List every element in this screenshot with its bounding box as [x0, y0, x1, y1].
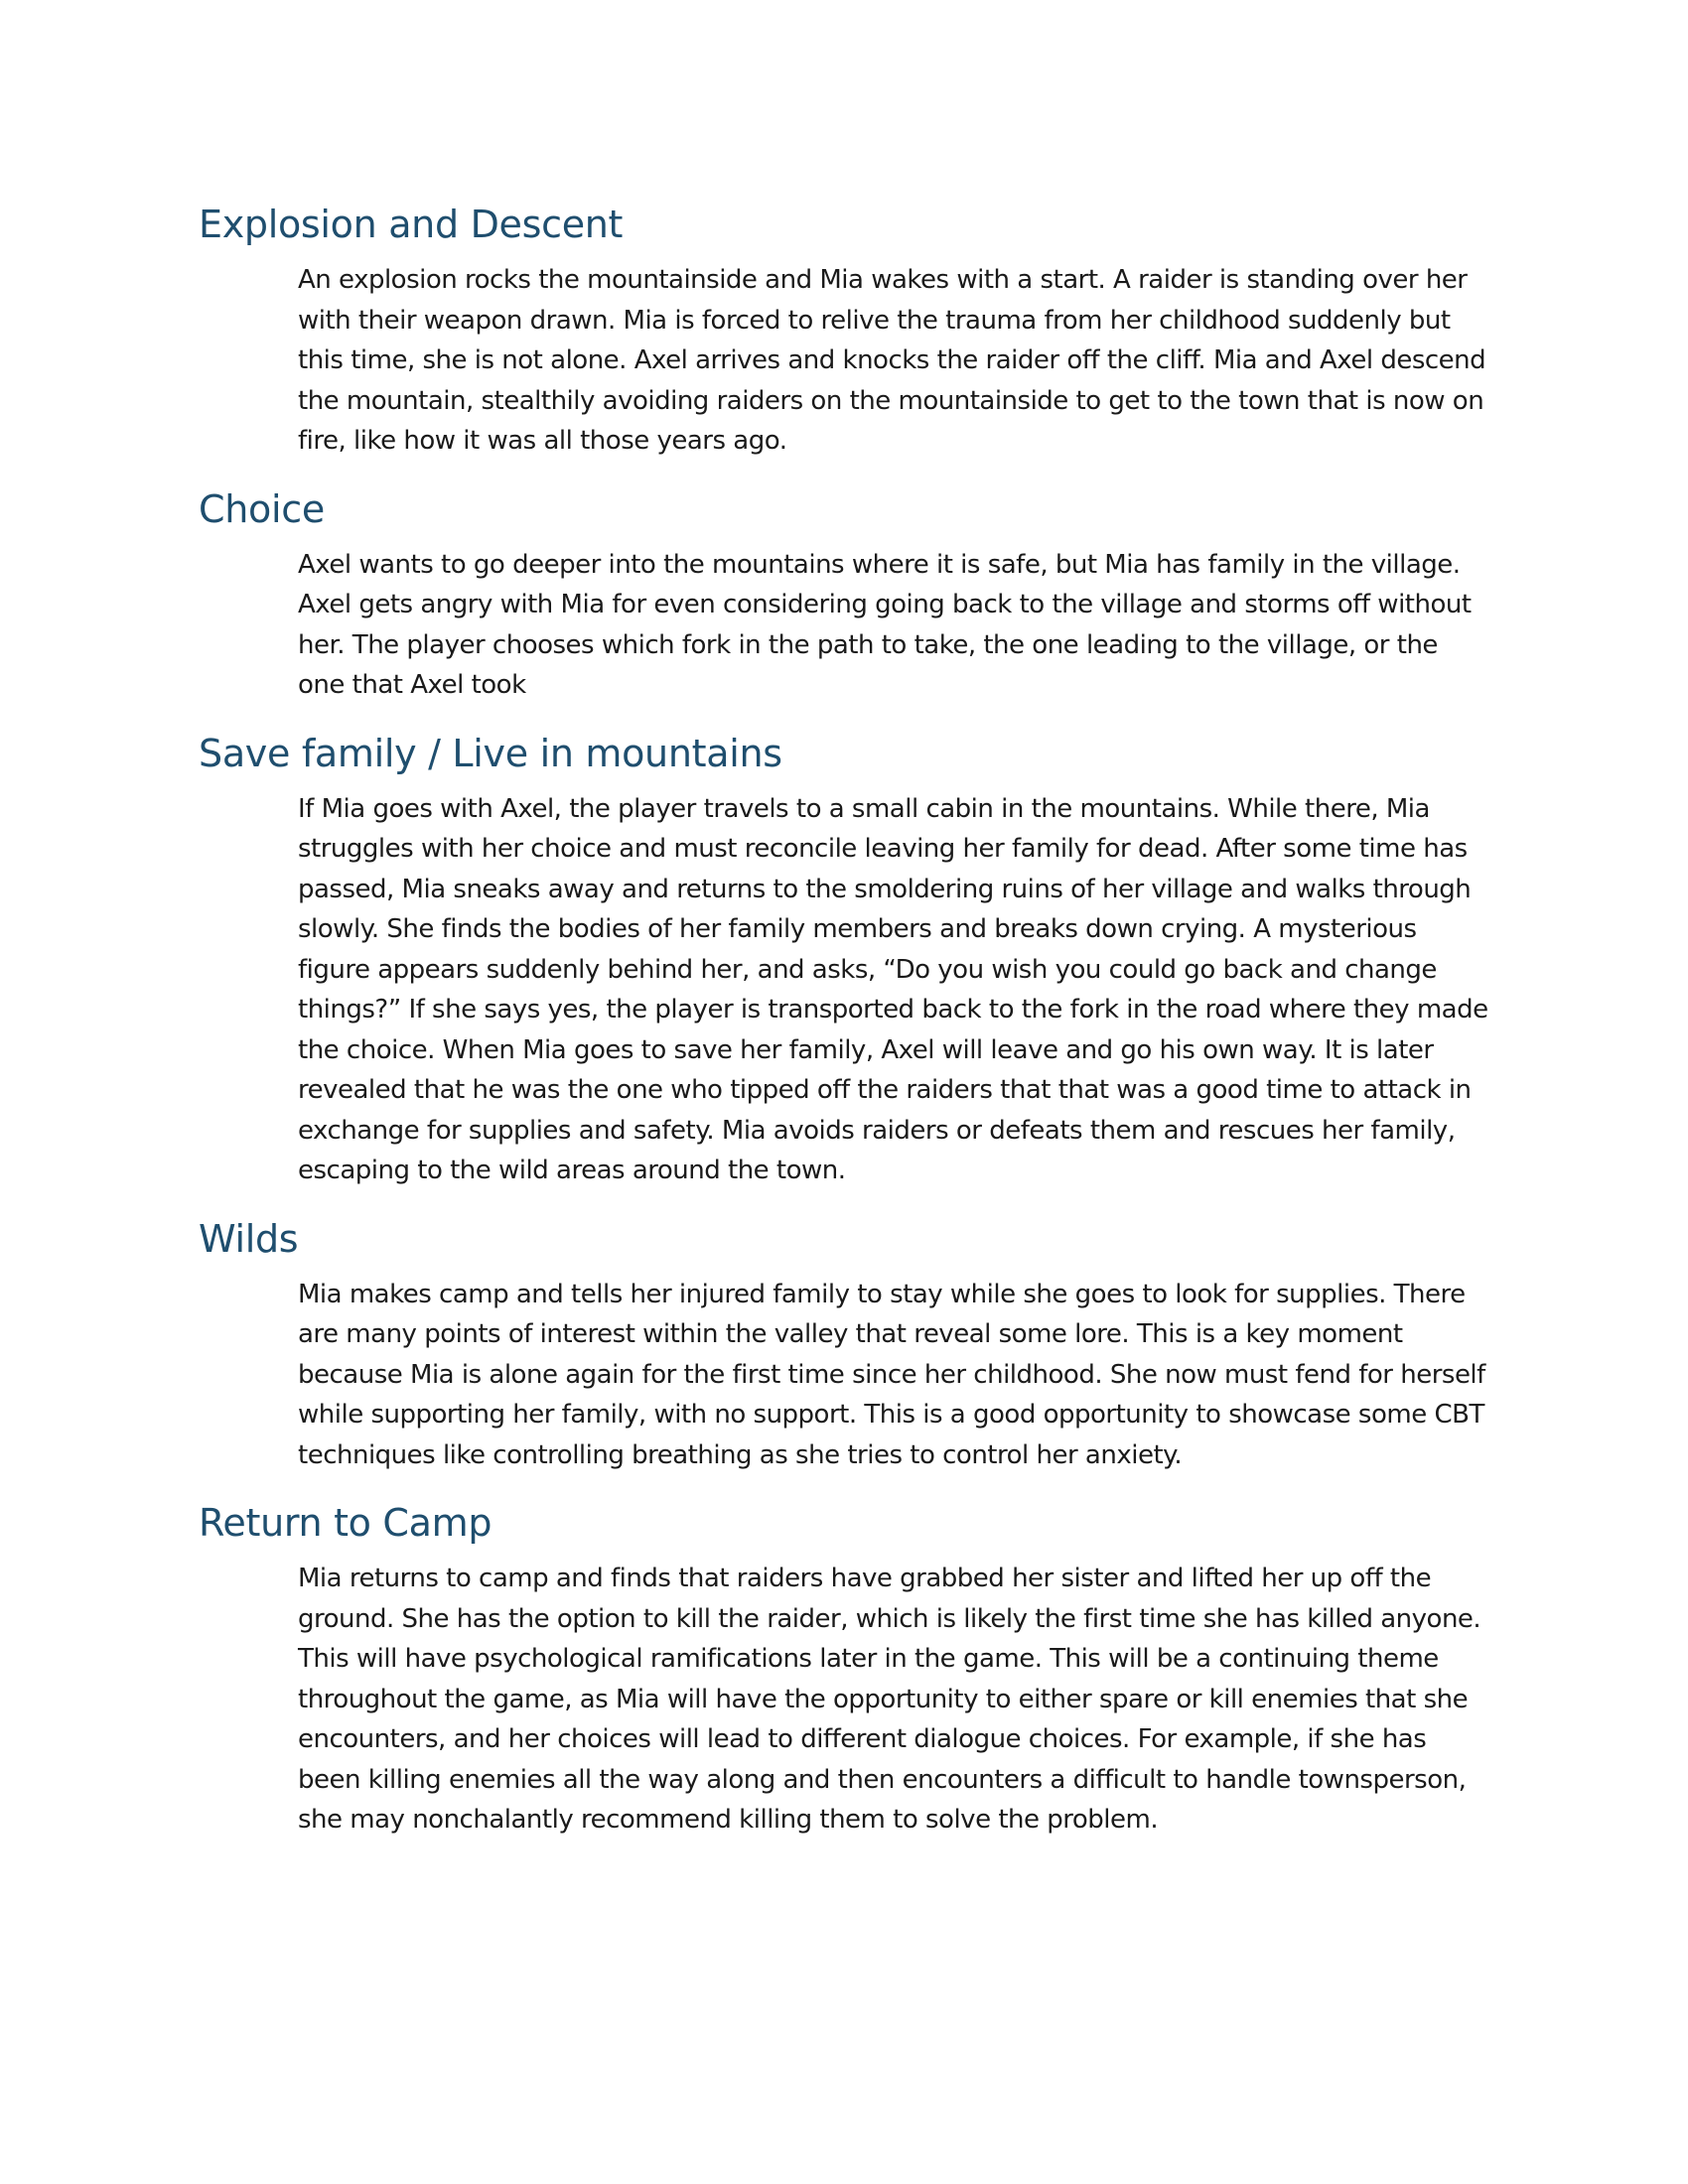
section-body: If Mia goes with Axel, the player travels to a small cabin in the mountains. While there, Mia struggles with her choice and must reconcile leaving her family for dead. After some time has passed, Mia sneaks away and returns to the smoldering ruins of her village and walks through slowly. She finds the bodies of her family members and breaks down crying. A mysterious figure appears suddenly behind her, and asks, “Do you wish you could go back and change things?” If she says yes, the player is transported back to the fork in the road where they made the choice. When Mia goes to save her family, Axel will leave and go his own way. It is later revealed that he was the one who tipped off the raiders that that was a good time to attack in exchange for supplies and safety. Mia avoids raiders or defeats them and rescues her family, escaping to the wild areas around the town.	[298, 793, 1488, 1185]
section-body: Mia makes camp and tells her injured family to stay while she goes to look for supplies. There are many points of interest within the valley that reveal some lore. This is a key moment because Mia is alone again for the first time since her childhood. She now must fend for herself while supporting her family, with no support. This is a good opportunity to showcase some CBT techniques like controlling breathing as she tries to control her anxiety.	[298, 1279, 1485, 1470]
section-choice	[199, 481, 1489, 706]
section-return-to-camp	[199, 1495, 1489, 1841]
document-content	[199, 197, 1489, 1860]
section-wilds	[199, 1211, 1489, 1476]
section-body: Mia returns to camp and finds that raiders have grabbed her sister and lifted her up off the ground. She has the option to kill the raider, which is likely the first time she has killed anyone. This will have psychological ramifications later in the game. This will be a continuing theme throughout the game, as Mia will have the opportunity to either spare or kill enemies that she encounters, and her choices will lead to different dialogue choices. For example, if she has been killing enemies all the way along and then encounters a difficult to handle townsperson, she may nonchalantly recommend killing them to solve the problem.	[298, 1564, 1481, 1835]
section-save-family	[199, 726, 1489, 1191]
section-heading: Return to Camp	[199, 1501, 492, 1545]
section-heading: Explosion and Descent	[199, 203, 624, 246]
section-body: Axel wants to go deeper into the mountains where it is safe, but Mia has family in the village. Axel gets angry with Mia for even considering going back to the village and storms off without her. The player chooses which fork in the path to take, the one leading to the village, or the one that Axel took	[298, 549, 1472, 700]
section-heading: Choice	[199, 486, 325, 531]
section-body: An explosion rocks the mountainside and Mia wakes with a start. A raider is standing over her with their weapon drawn. Mia is forced to relive the trauma from her childhood suddenly but this time, she is not alone. Axel arrives and knocks the raider off the cliff. Mia and Axel descend the mountain, stealthily avoiding raiders on the mountainside to get to the town that is now on fire, like how it was all those years ago.	[298, 265, 1486, 456]
section-explosion-and-descent	[199, 197, 1489, 462]
section-heading: Save family / Live in mountains	[199, 731, 782, 775]
section-heading: Wilds	[199, 1216, 299, 1261]
